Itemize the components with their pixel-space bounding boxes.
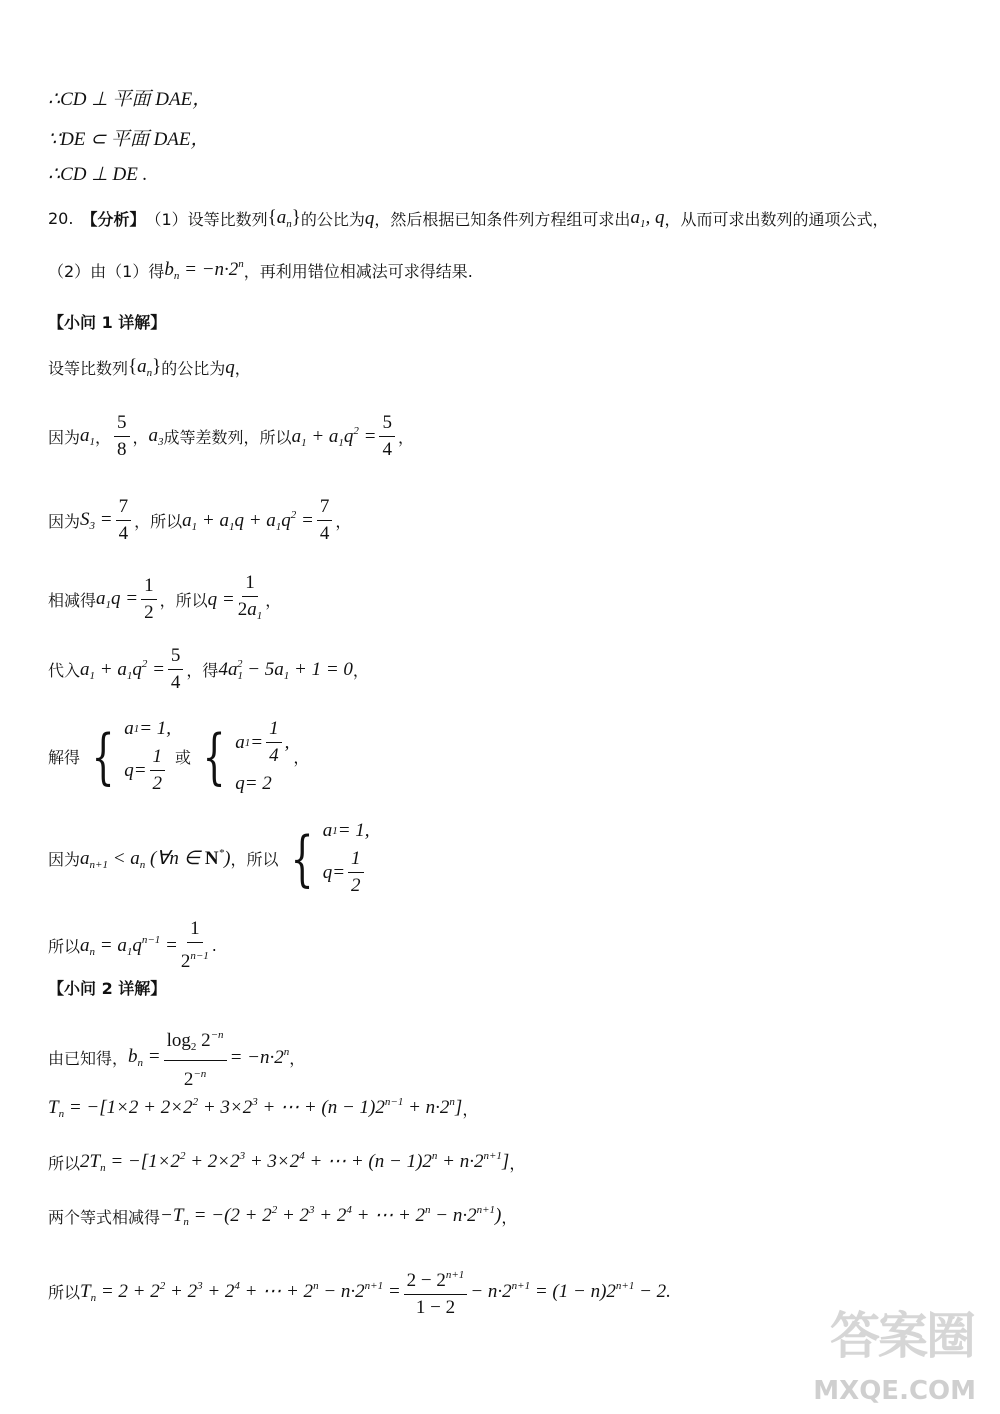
symbol-q: q	[364, 207, 375, 229]
quadratic: $4a_1^2 - 5a_1 + 1 = 0$	[218, 657, 353, 682]
step-substitute: 代入 $a_1 + a_1q^2$ = $\frac{5}{4}$ ，得 $4a_1^2 - 5a_1 + 1 = 0$ ，	[48, 645, 369, 693]
watermark-logo	[782, 1296, 982, 1406]
so-text-3: ，所以	[230, 850, 279, 869]
step-solve: 解得 { a 1 = 1, q = $\frac{1}{2}$ 或 { a 1 = $\frac{1}{4}$ , q = 2 ，	[48, 718, 310, 794]
neg-tn-formula: $-T_n = -(2 + 2^2 + 2^3 + 2^4$ + ⋯ + $2^n - n\cdot 2^{n+1}$)	[160, 1204, 502, 1228]
decreasing-cond: $a_{n+1} < a_n$ (∀n ∈ N*)	[80, 846, 231, 871]
step-tn: $T_n = -[1\times 2 + 2\times 2^2 + 3\times 2^3$ + ⋯ + $(n - 1)2^{n-1} + n\cdot 2^n$] ，	[48, 1096, 479, 1120]
q-eq: q =	[207, 588, 235, 610]
because-text-2: 因为	[48, 512, 81, 531]
symbol-q-2: q	[225, 356, 235, 378]
frac-geo-sum: $\frac{2 - 2^{n+1}}{1 - 2}$	[404, 1264, 468, 1319]
seq-an: $\{a_n\}$	[267, 207, 301, 230]
or-text: 或	[175, 748, 192, 767]
step-bn: 由已知得， $b_n$ = $\frac{\log_2 2^{-n}}{2^{-n}}$ = $-n\cdot 2^n$ ，	[48, 1024, 305, 1091]
bn-lhs: $b_n$ =	[128, 1046, 161, 1069]
step-set-ratio	[48, 356, 251, 379]
s3: $S_3$ =	[80, 509, 113, 532]
watermark-bottom-text: MXQE.COM	[813, 1376, 976, 1406]
q20-text-b: 的公比为	[300, 210, 365, 229]
step-final	[48, 1264, 671, 1319]
proof-line-1	[48, 84, 211, 111]
step-general-term	[48, 918, 217, 973]
bn-rhs: = $-n\cdot 2^n$	[229, 1046, 290, 1068]
eq-a1-a1q2: $a_1 + a_1q^2$ =	[291, 424, 377, 449]
q20-analysis	[48, 207, 888, 230]
section-1-title: 【小问 1 详解】	[48, 313, 167, 332]
final-rhs: − $n\cdot 2^{n+1} = (1 - n)2^{n+1} - 2$.	[470, 1280, 671, 1302]
chosen-solution: { a 1 = 1, q = $\frac{1}{2}$	[290, 820, 370, 896]
step-set-text: 设等比数列	[48, 359, 129, 378]
step-ratio-text: 的公比为	[161, 359, 226, 378]
frac-1-2n1: $\frac{1}{2^{n-1}}$	[180, 918, 209, 972]
therefore-text-2: 所以	[48, 1153, 81, 1173]
proof-line-3-text: ∴CD ⊥ DE .	[48, 164, 148, 185]
eq-sub: $a_1 + a_1q^2$ =	[80, 657, 165, 682]
proof-line-1-text: ∴CD ⊥ 平面 DAE，	[48, 89, 212, 110]
proof-line-2	[48, 124, 210, 151]
therefore-text: 所以	[48, 937, 81, 956]
frac-7-4: $\frac{7}{4}$	[116, 496, 132, 545]
proof-line-2-text: ∵DE ⊂ 平面 DAE，	[48, 129, 210, 150]
symbol-a1-q: $a_1$, q	[630, 207, 665, 230]
known-text: 由已知得，	[48, 1049, 129, 1068]
solution-2: { a 1 = $\frac{1}{4}$ , q = 2	[202, 718, 290, 794]
comma: ，	[234, 359, 251, 378]
q20-text-d: ，从而可求出数列的通项公式，	[664, 210, 889, 229]
arith-text: 成等差数列，所以	[163, 428, 292, 447]
q20-part2-analysis	[48, 258, 473, 282]
frac-5-8: $\frac{5}{8}$	[114, 412, 130, 461]
section-1-heading	[48, 310, 166, 333]
because-text: 因为	[48, 428, 81, 447]
two-eq-text: 两个等式相减得	[48, 1207, 161, 1227]
2tn-formula: $2T_n = -[1\times 2^2 + 2\times 2^3 + 3\times 2^4$ + ⋯ + $(n - 1)2^n + n\cdot 2^{n+1}$]	[80, 1150, 510, 1174]
watermark-top-text: 答案圈	[830, 1307, 974, 1365]
proof-line-3	[48, 163, 147, 186]
q20-analysis-tag: 【分析】	[81, 210, 146, 229]
subtract-text: 相减得	[48, 591, 97, 610]
frac-1-2: $\frac{1}{2}$	[141, 575, 157, 624]
part2-text-b: ，再利用错位相减法可求得结果.	[243, 261, 473, 281]
so-text: ，所以	[134, 512, 183, 531]
q20-text-c: ，然后根据已知条件列方程组可求出	[374, 210, 631, 229]
frac-7-4-b: $\frac{7}{4}$	[317, 496, 333, 545]
tn-formula: $T_n = -[1\times 2 + 2\times 2^2 + 3\times 2^3$ + ⋯ + $(n - 1)2^{n-1} + n\cdot 2^n$]	[48, 1096, 463, 1120]
step-s3: 因为 $S_3$ = $\frac{7}{4}$ ，所以 $a_1 + a_1q + a_1q^2$ = $\frac{7}{4}$ ，	[48, 496, 352, 544]
step-decreasing	[48, 820, 374, 897]
frac-5-4-b: $\frac{5}{4}$	[168, 645, 184, 694]
de-text: ，得	[186, 661, 219, 680]
step-2tn: 所以 $2T_n = -[1\times 2^2 + 2\times 2^3 + 3\times 2^4$ + ⋯ + $(n - 1)2^n + n\cdot 2^{n+1}$] ，	[48, 1150, 526, 1174]
step-difference: 两个等式相减得 $-T_n = -(2 + 2^2 + 2^3 + 2^4$ + ⋯ + $2^n - n\cdot 2^{n+1}$) ，	[48, 1204, 518, 1228]
section-2-heading	[48, 976, 166, 999]
therefore-text-3: 所以	[48, 1283, 81, 1302]
section-2-title: 【小问 2 详解】	[48, 979, 167, 998]
final-lhs: $T_n = 2 + 2^2 + 2^3 + 2^4$ + ⋯ + $2^n - n\cdot 2^{n+1}$ =	[80, 1279, 401, 1304]
a1: $a_1$	[80, 425, 96, 448]
solution-1: { a 1 = 1, q = $\frac{1}{2}$	[91, 718, 172, 794]
a3: $a_3$	[148, 425, 164, 448]
solve-text: 解得	[48, 748, 81, 767]
because-text-3: 因为	[48, 850, 81, 869]
seq-an-2: $\{a_n\}$	[128, 356, 162, 379]
frac-1-2a1: $\frac{1}{2a_1}$	[237, 572, 263, 622]
bn-formula: $b_n = -n\cdot 2^n$	[164, 258, 244, 282]
substitute-text: 代入	[48, 661, 81, 680]
a1q: $a_1q$ =	[96, 588, 139, 611]
part2-text-a: （2）由（1）得	[48, 261, 165, 281]
period: .	[211, 936, 217, 955]
q20-text-a: （1）设等比数列	[145, 210, 268, 229]
frac-5-4: $\frac{5}{4}$	[379, 412, 395, 461]
an-formula: $a_n = a_1q^{n-1}$ =	[80, 933, 178, 958]
step-arith: 因为 $a_1$ ， $\frac{5}{8}$ ， $a_3$ 成等差数列，所以 $a_1 + a_1q^2$ = $\frac{5}{4}$ ，	[48, 412, 414, 460]
eq-sum: $a_1 + a_1q + a_1q^2$ =	[182, 508, 314, 533]
so-text-2: ，所以	[159, 591, 208, 610]
step-subtract: 相减得 $a_1q$ = $\frac{1}{2}$ ，所以 q = $\frac{1}{2a_1}$ ，	[48, 572, 281, 627]
q20-number: 20.	[48, 209, 74, 228]
frac-log: $\frac{\log_2 2^{-n}}{2^{-n}}$	[164, 1024, 227, 1091]
